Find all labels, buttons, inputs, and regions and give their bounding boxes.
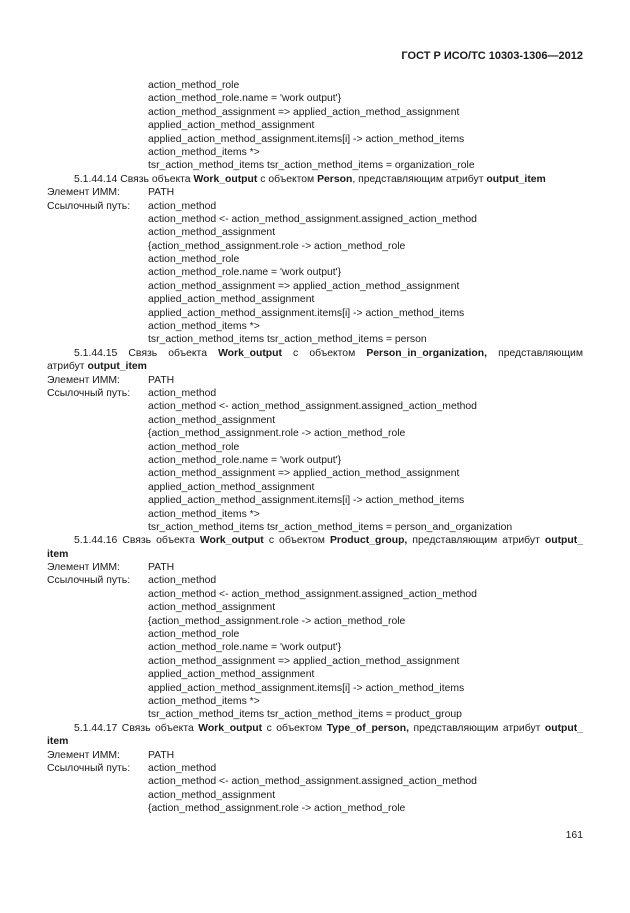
ref-path-label: Ссылочный путь: <box>47 200 131 212</box>
path-line: applied_action_method_assignment <box>148 294 315 306</box>
path-line: action_method_assignment => applied_action_method_assignment <box>148 468 460 480</box>
path-line: action_method_assignment <box>148 227 276 239</box>
path-line: action_method_role <box>148 254 240 266</box>
path-line: {action_method_assignment.role -> action_method_role <box>148 240 406 252</box>
element-value: PATH <box>148 749 175 761</box>
element-row <box>47 186 583 199</box>
path-line: action_method_role.name = 'work output'} <box>148 267 342 279</box>
path-line: tsr_action_method_items tsr_action_method_items = organization_role <box>148 160 475 172</box>
ref-path-label: Ссылочный путь: <box>47 762 131 774</box>
path-line: action_method_items *> <box>148 695 260 707</box>
element-label: Элемент ИММ: <box>47 562 120 574</box>
page-number: 161 <box>565 830 583 841</box>
path-line: applied_action_method_assignment <box>148 120 315 132</box>
element-value: PATH <box>148 562 175 574</box>
path-line: action_method_role.name = 'work output'} <box>148 642 342 654</box>
path-line: action_method <box>148 575 217 587</box>
path-line: action_method <- action_method_assignment.assigned_action_method <box>148 776 477 788</box>
section-5-1-44-14 <box>47 173 583 347</box>
element-row <box>47 561 583 574</box>
path-line: applied_action_method_assignment.items[i] -> action_method_items <box>148 495 465 507</box>
section-heading: 5.1.44.15 Связь объекта Work_output с объектом Person_in_organization, представляющим <box>74 347 583 359</box>
ref-path-row <box>47 762 583 775</box>
path-line: tsr_action_method_items tsr_action_method_items = person <box>148 334 427 346</box>
element-label: Элемент ИММ: <box>47 749 120 761</box>
ref-path-row <box>47 200 583 213</box>
ref-path-row <box>47 387 583 400</box>
path-line: action_method_role.name = 'work output'} <box>148 454 342 466</box>
element-value: PATH <box>148 374 175 386</box>
path-line: action_method_items *> <box>148 321 260 333</box>
path-line: action_method_assignment <box>148 789 276 801</box>
path-line: action_method <- action_method_assignment.assigned_action_method <box>148 588 477 600</box>
path-line: tsr_action_method_items tsr_action_method_items = product_group <box>148 709 462 721</box>
path-line: applied_action_method_assignment.items[i] -> action_method_items <box>148 133 465 145</box>
section-5-1-44-16 <box>47 534 583 721</box>
path-line: action_method <box>148 387 217 399</box>
ref-path-label: Ссылочный путь: <box>47 575 131 587</box>
path-line: {action_method_assignment.role -> action_method_role <box>148 803 406 815</box>
document-header: ГОСТ Р ИСО/ТС 10303-1306—2012 <box>401 50 583 62</box>
ref-path-label: Ссылочный путь: <box>47 387 131 399</box>
path-line: action_method_assignment => applied_action_method_assignment <box>148 106 460 118</box>
path-line: action_method_role <box>148 441 240 453</box>
section-5-1-44-17 <box>47 722 583 816</box>
path-line: action_method_role <box>148 80 240 91</box>
element-row <box>47 749 583 762</box>
path-line: action_method <- action_method_assignment.assigned_action_method <box>148 401 477 413</box>
path-line: action_method <- action_method_assignment.assigned_action_method <box>148 213 477 225</box>
ref-path-row <box>47 574 583 587</box>
path-line: action_method <box>148 200 217 212</box>
path-line: applied_action_method_assignment <box>148 669 315 681</box>
section-heading: 5.1.44.14 Связь объекта Work_output с объектом Person, представляющим атрибут output_item <box>74 173 546 185</box>
section-5-1-44-15 <box>47 347 583 534</box>
path-line: applied_action_method_assignment <box>148 481 315 493</box>
element-label: Элемент ИММ: <box>47 187 120 199</box>
element-label: Элемент ИММ: <box>47 374 120 386</box>
path-line: tsr_action_method_items tsr_action_method_items = person_and_organization <box>148 521 513 533</box>
path-line: applied_action_method_assignment.items[i] -> action_method_items <box>148 682 465 694</box>
section-continuation <box>47 79 583 173</box>
path-line: applied_action_method_assignment.items[i] -> action_method_items <box>148 307 465 319</box>
path-line: {action_method_assignment.role -> action_method_role <box>148 428 406 440</box>
path-line: action_method_items *> <box>148 508 260 520</box>
section-heading-continuation: атрибут output_item <box>47 361 147 373</box>
section-heading-continuation: item <box>47 736 69 748</box>
section-heading-continuation: item <box>47 548 69 560</box>
page-content <box>47 79 583 815</box>
section-heading: 5.1.44.16 Связь объекта Work_output с объектом Product_group, представляющим атрибут output_ <box>74 535 583 547</box>
element-value: PATH <box>148 187 175 199</box>
element-row <box>47 374 583 387</box>
path-line: action_method <box>148 762 217 774</box>
path-line: action_method_items *> <box>148 146 260 158</box>
path-line: action_method_assignment <box>148 414 276 426</box>
path-line: action_method_assignment => applied_action_method_assignment <box>148 280 460 292</box>
path-line: action_method_assignment <box>148 602 276 614</box>
path-line: {action_method_assignment.role -> action_method_role <box>148 615 406 627</box>
section-heading: 5.1.44.17 Связь объекта Work_output с объектом Type_of_person, представляющим атрибут output_ <box>74 722 583 734</box>
path-line: action_method_role <box>148 629 240 641</box>
path-line: action_method_role.name = 'work output'} <box>148 93 342 105</box>
path-line: action_method_assignment => applied_action_method_assignment <box>148 655 460 667</box>
